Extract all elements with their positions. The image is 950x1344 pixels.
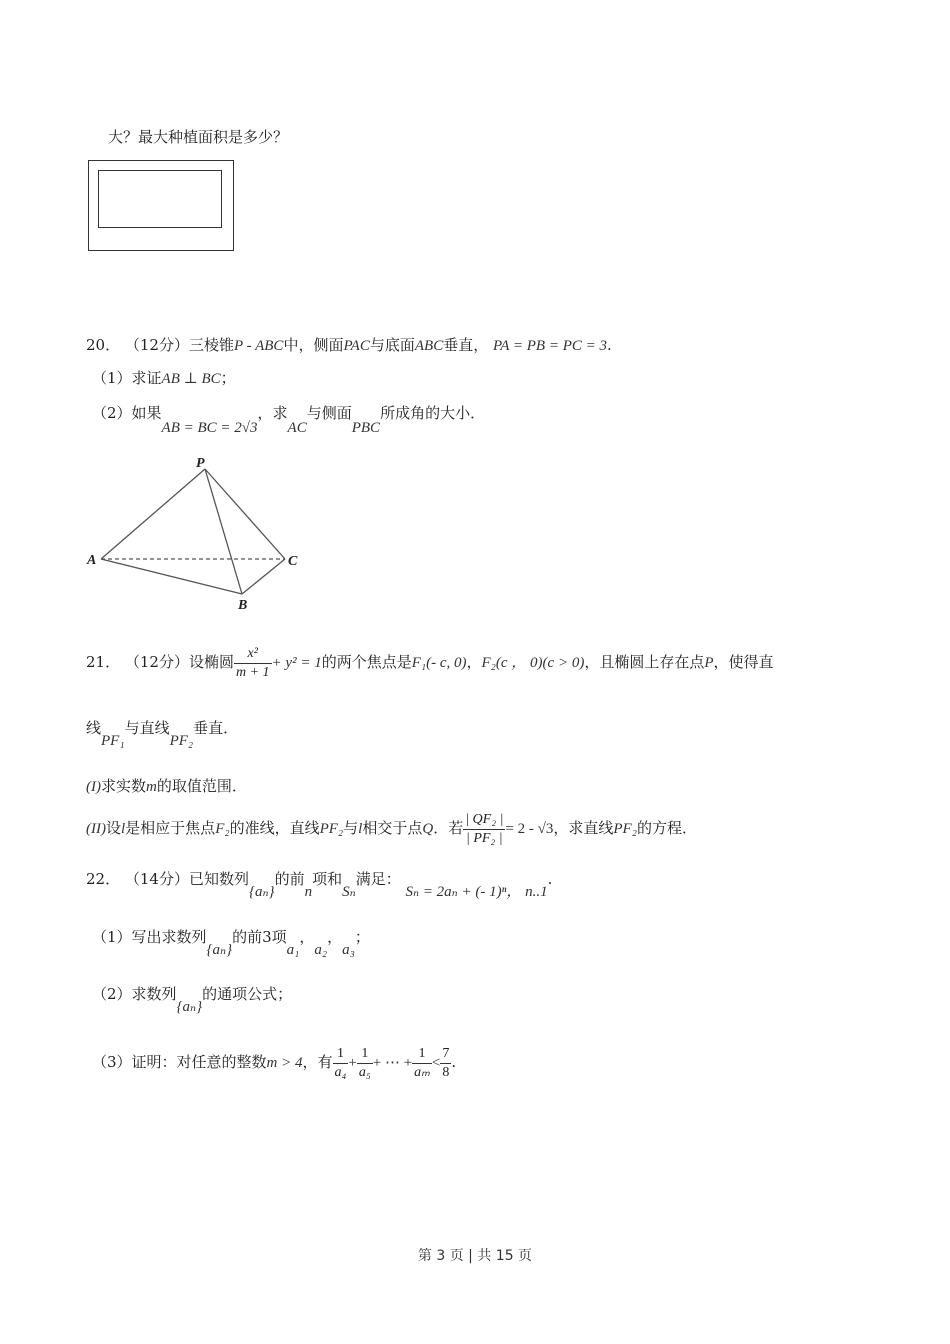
q19-figure-inner-rect (98, 170, 222, 228)
q20-stem-d: 垂直， (443, 336, 489, 354)
q20-p1-label: （1）求证 (92, 369, 162, 387)
q21-line2-c: 垂直． (193, 719, 239, 737)
q20-p2-math: AB = BC = 2√3 (161, 420, 258, 436)
q19-tail-text: 大？最大种植面积是多少？ (108, 128, 289, 146)
q20-part1 (92, 367, 236, 388)
q21-part2-h: 的方程． (636, 819, 697, 837)
q22-sep-1: ， (299, 928, 315, 946)
q21-part2-e: 相交于点 (362, 819, 423, 837)
q21-score: （12分） (124, 653, 189, 671)
q21-part1-label: (I) (86, 779, 101, 795)
q22-stem-c: 项和 (312, 870, 343, 888)
q22-part3 (92, 1040, 456, 1085)
page-footer: 第 3 页 | 共 15 页 (417, 1248, 533, 1264)
q22-stem (86, 868, 553, 900)
q21-part2-d: 与 (343, 819, 359, 837)
q22-stem-d: 满足： (355, 870, 401, 888)
q21-frac-num: x² (234, 645, 272, 664)
q21-ellipse-fraction (234, 645, 272, 682)
edge-ab (101, 559, 242, 594)
q22-frac-78-num: 7 (440, 1045, 451, 1064)
q20-face-abc: ABC (414, 338, 444, 354)
q22-part1 (92, 926, 370, 958)
edge-pa (101, 469, 205, 559)
q21-part2-f2: F₂ (215, 821, 230, 837)
q21-ratio-den: | PF₂ | (465, 830, 503, 846)
q22-p3-mid: ，有 (302, 1053, 333, 1071)
q21-part2-c: 的准线，直线 (229, 819, 320, 837)
q22-formula: Sₙ = 2aₙ + (- 1)ⁿ (405, 884, 507, 900)
q22-p2-label: （2）求数列 (92, 985, 177, 1003)
label-a: A (87, 553, 97, 568)
q20-period: . (607, 336, 612, 354)
q21-ratio-num: | QF₂ | (463, 811, 505, 830)
q20-p1-math: AB ⊥ BC (161, 371, 221, 387)
q21-ratio-fraction (463, 811, 505, 848)
q20-p2-mid2: 与侧面 (306, 404, 352, 422)
q20-p2-end: 所成角的大小． (380, 404, 486, 422)
q22-stem-b: 的前 (274, 870, 305, 888)
q22-frac-a4 (333, 1045, 349, 1082)
q20-pyramid-figure (84, 452, 314, 614)
q21-stem (86, 642, 774, 683)
q21-stem-c: ，且椭圆上存在点 (584, 653, 705, 671)
q22-frac-78-den: 8 (442, 1064, 450, 1080)
q22-p3-cond: m > 4 (266, 1055, 303, 1071)
q21-number: 21． (86, 653, 121, 671)
q21-part2-pf2: PF₂ (319, 821, 344, 837)
q21-f2: F₂(c ， 0)(c > 0) (481, 655, 585, 671)
q20-equal: PA = PB = PC = 3 (493, 338, 607, 354)
q20-p2-label: （2）如果 (92, 404, 162, 422)
q21-stem-a: 设椭圆 (188, 653, 234, 671)
q22-n: n (304, 884, 313, 900)
q22-p1-an: {aₙ} (206, 942, 233, 958)
q22-a1: a₁ (286, 942, 300, 958)
q22-frac-a4-den: a₄ (334, 1064, 347, 1080)
q22-p3-end: . (451, 1053, 457, 1071)
q22-formula-tail: ， n..1 (506, 884, 548, 900)
q20-p2-pbc: PBC (351, 420, 381, 436)
q21-part2-b: 是相应于焦点 (125, 819, 216, 837)
q21-part2-q: Q (422, 821, 434, 837)
q21-comma: ， (466, 653, 482, 671)
q22-sn: Sₙ (342, 884, 356, 900)
q21-part1-text: 求实数 (101, 777, 147, 795)
q20-number: 20． (86, 336, 121, 354)
edge-pb (205, 469, 242, 594)
q21-line2 (86, 717, 239, 749)
label-c: C (288, 554, 298, 569)
q22-sep-2: ， (327, 928, 343, 946)
q21-part2-label: (II) (86, 821, 106, 837)
q21-f1: F₁(- c, 0) (411, 655, 467, 671)
q22-frac-am (412, 1045, 432, 1082)
q20-face-pac: PAC (343, 338, 370, 354)
q22-plus: + (348, 1055, 357, 1071)
q22-an: {aₙ} (248, 884, 275, 900)
q21-part2-pf2b: PF₂ (613, 821, 637, 837)
q21-pf1: PF₁ (101, 733, 125, 749)
q21-part2-g: ，求直线 (553, 819, 614, 837)
q22-p1-mid: 的前3项 (232, 928, 287, 946)
q22-frac-am-num: 1 (412, 1045, 432, 1064)
q21-part2-a: 设 (105, 819, 121, 837)
q22-frac-a5-den: a₅ (358, 1064, 371, 1080)
q21-part2-l: l (121, 821, 126, 837)
q21-pf2: PF₂ (169, 733, 194, 749)
q21-stem-b: 的两个焦点是 (321, 653, 412, 671)
label-b: B (238, 598, 248, 613)
q20-p2-ac: AC (287, 420, 307, 436)
q21-p: P (704, 655, 714, 671)
q20-stem (86, 334, 612, 355)
q22-a3: a₃ (342, 942, 355, 958)
edge-pc (205, 469, 285, 559)
q22-a2: a₂ (314, 942, 328, 958)
q22-score: （14分） (124, 870, 189, 888)
q22-p2-an: {aₙ} (176, 999, 203, 1015)
q22-frac-78 (440, 1045, 451, 1082)
label-p: P (196, 456, 205, 471)
q20-stem-c: 与底面 (369, 336, 415, 354)
q21-stem-d: ，使得直 (713, 653, 774, 671)
q22-p1-end: ； (354, 928, 370, 946)
q22-formula-end: . (547, 870, 553, 888)
q21-ratio-eq: = 2 - √3 (505, 821, 554, 837)
q20-stem-a: 三棱锥 (188, 336, 234, 354)
q20-p1-end: ； (220, 369, 236, 387)
q22-number: 22． (86, 870, 121, 888)
q22-part2 (92, 983, 293, 1015)
q21-line2-a: 线 (86, 719, 102, 737)
q22-lt: < (431, 1055, 441, 1071)
q21-frac-den: m + 1 (235, 664, 270, 680)
q21-eq-tail: + y² = 1 (271, 655, 322, 671)
q21-part2 (86, 808, 697, 849)
q22-p2-end: 的通项公式； (202, 985, 293, 1003)
q22-frac-a5-num: 1 (357, 1045, 373, 1064)
q21-part2-l2: l (358, 821, 363, 837)
q22-p1-label: （1）写出求数列 (92, 928, 207, 946)
q22-stem-a: 已知数列 (188, 870, 249, 888)
q21-part1-m: m (146, 779, 157, 795)
q20-pyramid: P - ABC (233, 338, 284, 354)
q22-frac-a4-num: 1 (333, 1045, 349, 1064)
edge-bc (242, 559, 285, 594)
q22-p3-label: （3）证明：对任意的整数 (92, 1053, 267, 1071)
q21-line2-b: 与直线 (124, 719, 170, 737)
q21-part1-end: 的取值范围． (156, 777, 247, 795)
q21-part1 (86, 775, 247, 796)
q22-frac-am-den: aₘ (414, 1064, 430, 1080)
q22-dots: + ⋯ + (372, 1055, 413, 1071)
q21-part2-f: ．若 (433, 819, 464, 837)
q20-score: （12分） (124, 336, 189, 354)
q22-frac-a5 (357, 1045, 373, 1082)
q20-part2 (92, 402, 486, 436)
q20-p2-mid: ，求 (257, 404, 288, 422)
q20-stem-b: 中，侧面 (283, 336, 344, 354)
